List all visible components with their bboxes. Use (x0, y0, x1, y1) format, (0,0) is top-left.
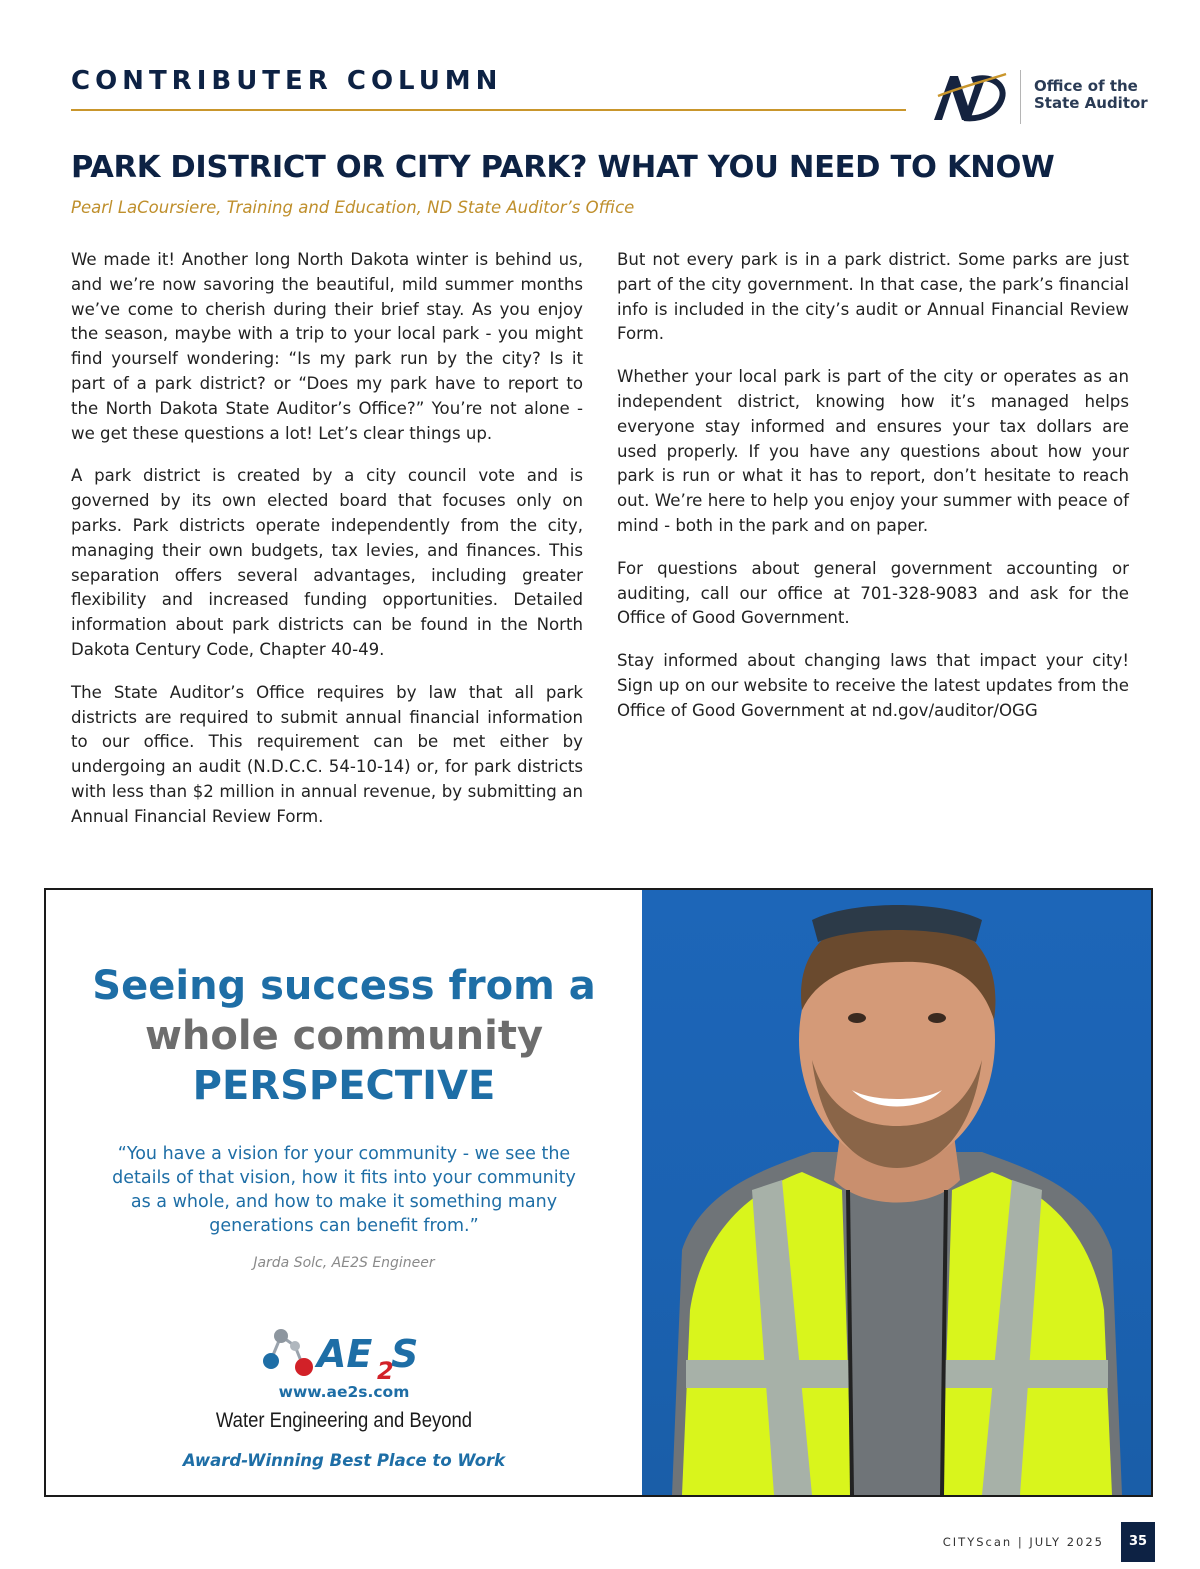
ad-quote: “You have a vision for your community - we see the details of that vision, how it fits into your community as a whole, and how to make it something many generations can benefit from.” (112, 1144, 576, 1236)
engineer-portrait-image (642, 890, 1153, 1495)
ad-attribution: Jarda Solc, AE2S Engineer (253, 1255, 435, 1271)
header-divider (71, 109, 906, 111)
page-number: 35 (1121, 1522, 1155, 1562)
footer-publication: CITYScan | JULY 2025 (942, 1535, 1104, 1549)
svg-text:S: S (391, 1332, 419, 1376)
ae2s-logo-icon (259, 1324, 444, 1384)
ad-headline-line1: Seeing success from a (92, 963, 596, 1009)
logo-text-line1: Office of the (1034, 77, 1138, 95)
paragraph: But not every park is in a park district. Some parks are just part of the city government. In that case, the park’s financial info is included in the city’s audit or Annual Financial Review Form. (617, 250, 1129, 344)
article-byline: Pearl LaCoursiere, Training and Education, ND State Auditor’s Office (71, 198, 635, 217)
logo-text (1034, 78, 1148, 112)
ad-headline-line2: whole community (144, 1013, 544, 1059)
article-column-right (617, 248, 1129, 742)
nd-logo-icon (928, 66, 1008, 128)
state-auditor-logo (928, 66, 1148, 128)
paragraph: We made it! Another long North Dakota winter is behind us, and we’re now savoring the beautiful, mild summer months we’ve come to cherish during their brief stay. As you enjoy the season, maybe with a trip to your local park - you might find yourself wondering: “Is my park run by the city? Is it part of a park district? or “Does my park have to report to the North Dakota State Auditor’s Office?” You’re not alone - we get these questions a lot! Let’s clear things up. (71, 250, 583, 443)
svg-text:AE: AE (317, 1332, 373, 1376)
paragraph: For questions about general government accounting or auditing, call our office at 701-328-9083 and ask for the Office of Good Government. (617, 558, 1129, 628)
ad-award: Award-Winning Best Place to Work (182, 1451, 506, 1470)
paragraph: Stay informed about changing laws that impact your city! Sign up on our website to receive the latest updates from the Office of Good Government at nd.gov/auditor/OGG (617, 651, 1129, 720)
ad-tagline: Water Engineering and Beyond (215, 1409, 473, 1432)
logo-divider (1020, 70, 1021, 124)
engineer-photo (642, 890, 1153, 1495)
paragraph: Whether your local park is part of the city or operates as an independent district, knowing how it’s managed helps everyone stay informed and ensures your tax dollars are used properly. If you have any questions about how your park is run or what it has to report, don’t hesitate to reach out. We’re here to help you enjoy your summer with peace of mind - both in the park and on paper. (617, 367, 1129, 535)
ad-url-link[interactable]: www.ae2s.com (278, 1383, 410, 1401)
ad-text-panel (46, 890, 642, 1495)
section-label: CONTRIBUTER COLUMN (71, 66, 503, 96)
logo-text-line2: State Auditor (1034, 94, 1148, 112)
ae2s-advertisement[interactable] (44, 888, 1153, 1497)
svg-text:2: 2 (377, 1357, 394, 1384)
paragraph: A park district is created by a city council vote and is governed by its own elected board that focuses only on parks. Park districts operate independently from the city, managing their own budgets, tax levies, and finances. This separation offers several advantages, including greater flexibility and increased funding opportunities. Detailed information about park districts can be found in the North Dakota Century Code, Chapter 40-49. (71, 466, 583, 659)
article-title: PARK DISTRICT OR CITY PARK? WHAT YOU NEED TO KNOW (71, 150, 1055, 185)
paragraph: The State Auditor’s Office requires by law that all park districts are required to submit annual financial information to our office. This requirement can be met either by undergoing an audit (N.D.C.C. 54-10-14) or, for park districts with less than $2 million in annual revenue, by submitting an Annual Financial Review Form. (71, 682, 583, 826)
article-column-left (71, 248, 583, 848)
ad-headline-line3: PERSPECTIVE (192, 1063, 496, 1109)
